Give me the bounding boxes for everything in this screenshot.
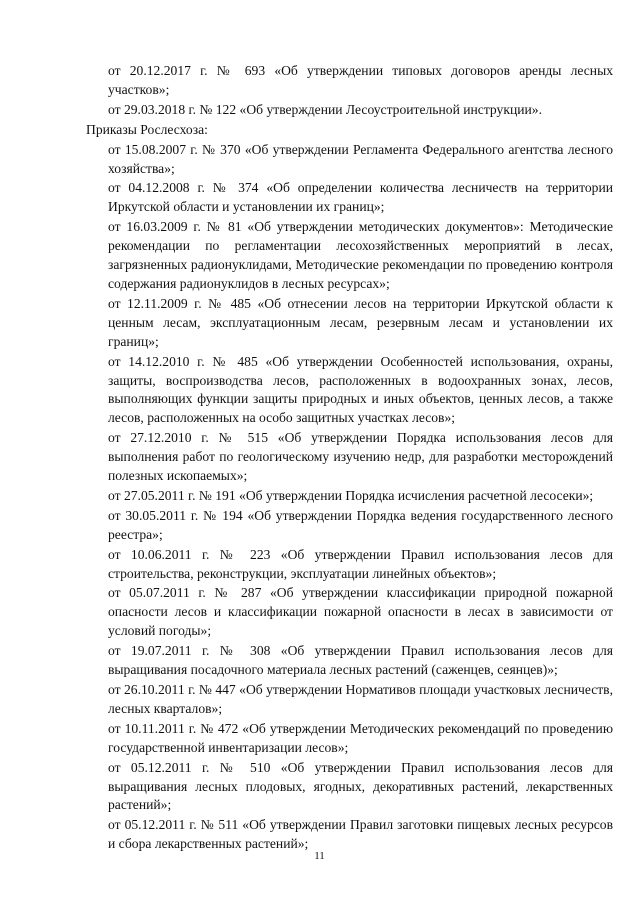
list-item: от 20.12.2017 г. № 693 «Об утверждении типовых договоров аренды лесных участков»; bbox=[108, 63, 613, 97]
list-item: от 05.12.2011 г. № 511 «Об утверждении Правил заготовки пищевых лесных ресурсов и сбора лекарственных растений»; bbox=[108, 817, 613, 852]
list-item: от 05.12.2011 г. № 510 «Об утверждении Правил использования лесов для выращивания лесных плодовых, ягодных, декоративных растений, лекарственных растений»; bbox=[108, 759, 613, 813]
list-item: от 16.03.2009 г. № 81 «Об утверждении методических документов»: Методические рекомендации по регламентации лесохозяйственных мероприятий в лесах, загрязненных радионуклидами, Методические рекомендации по проведению контроля содержания радионуклидов в лесных ресурсах»; bbox=[108, 219, 613, 291]
section-heading: Приказы Рослесхоза: bbox=[86, 121, 208, 137]
page-number: 11 bbox=[314, 850, 325, 862]
list-item: от 12.11.2009 г. № 485 «Об отнесении лесов на территории Иркутской области к ценным лесам, эксплуатационным лесам, резервным лесам и установлении их границ»; bbox=[108, 295, 613, 349]
list-item: от 15.08.2007 г. № 370 «Об утверждении Регламента Федерального агентства лесного хозяйства»; bbox=[108, 141, 613, 176]
list-item: от 14.12.2010 г. № 485 «Об утверждении Особенностей использования, охраны, защиты, воспроизводства лесов, расположенных в водоохранных зонах, лесов, выполняющих функции защиты природных и иных объектов, ценных лесов, а также лесов, расположенных на особо защитных участках лесов»; bbox=[108, 353, 613, 426]
list-item: от 04.12.2008 г. № 374 «Об определении количества лесничеств на территории Иркутской области и установлении их границ»; bbox=[108, 180, 613, 215]
list-item: от 10.11.2011 г. № 472 «Об утверждении Методических рекомендаций по проведению государственной инвентаризации лесов»; bbox=[108, 720, 613, 755]
list-item: от 26.10.2011 г. № 447 «Об утверждении Нормативов площади участковых лесничеств, лесных кварталов»; bbox=[108, 682, 613, 716]
list-item: от 19.07.2011 г. № 308 «Об утверждении Правил использования лесов для выращивания посадочного материала лесных растений (саженцев, сеянцев)»; bbox=[108, 643, 613, 678]
list-item: от 05.07.2011 г. № 287 «Об утверждении классификации природной пожарной опасности лесов и классификации пожарной опасности в лесах в зависимости от условий погоды»; bbox=[108, 585, 613, 639]
list-item: от 27.05.2011 г. № 191 «Об утверждении Порядка исчисления расчетной лесосеки»; bbox=[108, 487, 594, 503]
list-item: от 10.06.2011 г. № 223 «Об утверждении Правил использования лесов для строительства, реконструкции, эксплуатации линейных объектов»; bbox=[108, 546, 613, 581]
document-body bbox=[86, 62, 613, 855]
list-item: от 29.03.2018 г. № 122 «Об утверждении Лесоустроительной инструкции». bbox=[108, 101, 542, 117]
list-item: от 27.12.2010 г. № 515 «Об утверждении Порядка использования лесов для выполнения работ по геологическому изучению недр, для разработки месторождений полезных ископаемых»; bbox=[108, 430, 613, 484]
list-item: от 30.05.2011 г. № 194 «Об утверждении Порядка ведения государственного лесного реестра»; bbox=[108, 507, 613, 542]
